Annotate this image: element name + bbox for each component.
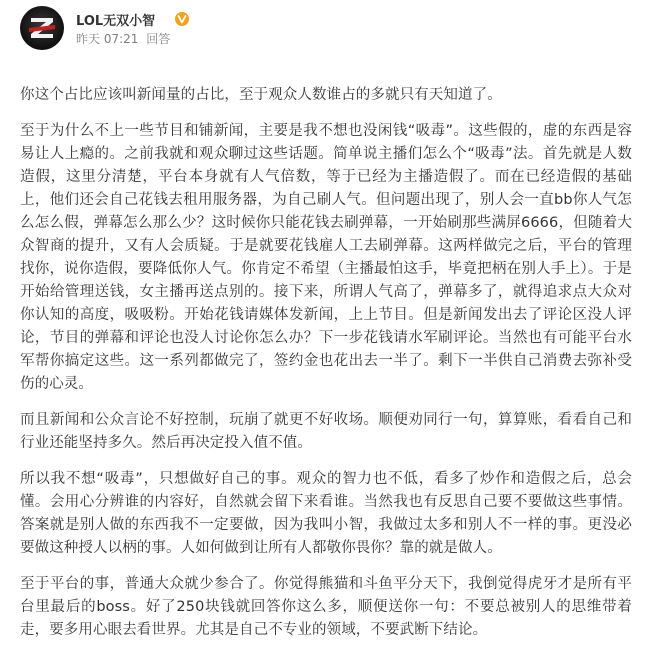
- post-body: [20, 84, 632, 655]
- paragraph: 所以我不想“吸毒”，只想做好自己的事。观众的智力也不低，看多了炒作和造假之后，总会懂。会用心分辨谁的内容好，自然就会留下来看谁。当然我也有反思自己要不要做这些事情。答案就是别人做的东西我不一定要做，因为我叫小智，我做过太多和别人不一样的事。更没必要做这种授人以柄的事。人如何做到让所有人都敬你畏你？靠的就是做人。: [20, 471, 632, 556]
- avatar[interactable]: [20, 6, 64, 50]
- paragraph: 至于为什么不上一些节目和铺新闻，主要是我不想也没闲钱“吸毒”。这些假的，虚的东西是容易让人上瘾的。之前我就和观众聊过这些话题。简单说主播们怎么个“吸毒”法。首先就是人数造假，这里分清楚，平台本身就有人气倍数，等于已经为主播造假了。而在已经造假的基础上，他们还会自己花钱去租用服务器，为自己刷人气。但问题出现了，别人会一直bb你人气怎么怎么假，弹幕怎么那么少？这时候你只能花钱去刷弹幕，一开始刷那些满屏6666，但随着大众智商的提升，又有人会质疑。于是就要花钱雇人工去刷弹幕。这两样做完之后，平台的管理找你，说你造假，要降低你人气。你肯定不希望（主播最怕这手，毕竟把柄在别人手上）。于是开始给管理送钱，女主播再送点别的。接下来，所谓人气高了，弹幕多了，就得追求点大众对你认知的高度，吸吸粉。开始花钱请媒体发新闻，上上节目。但是新闻发出去了评论区没人评论，节目的弹幕和评论也没人讨论你怎么办？下一步花钱请水军刷评论。当然也有可能平台水军帮你搞定这些。这一系列都做完了，签约金也花出去一半了。剩下一半供自己消费去弥补受伤的心灵。: [20, 123, 632, 392]
- z-logo-icon: [20, 6, 64, 50]
- paragraph: 至于平台的事，普通大众就少参合了。你觉得熊猫和斗鱼平分天下，我倒觉得虎牙才是所有平台里最后的boss。好了250块钱就回答你这么多，顺便送你一句：不要总被别人的思维带着走，要多用心眼去看世界。尤其是自己不专业的领域，不要武断下结论。: [20, 576, 632, 638]
- post-source: 回答: [146, 32, 171, 46]
- author-name[interactable]: LOL无双小智: [76, 14, 156, 29]
- verified-icon: [175, 12, 189, 26]
- paragraph: 你这个占比应该叫新闻量的占比，至于观众人数谁占的多就只有天知道了。: [20, 87, 502, 103]
- post-time[interactable]: 昨天 07:21: [76, 32, 139, 46]
- post-meta: [76, 30, 174, 47]
- paragraph: 而且新闻和公众言论不好控制，玩崩了就更不好收场。顺便劝同行一句，算算账，看看自己和行业还能坚持多久。然后再决定投入值不值。: [20, 412, 632, 451]
